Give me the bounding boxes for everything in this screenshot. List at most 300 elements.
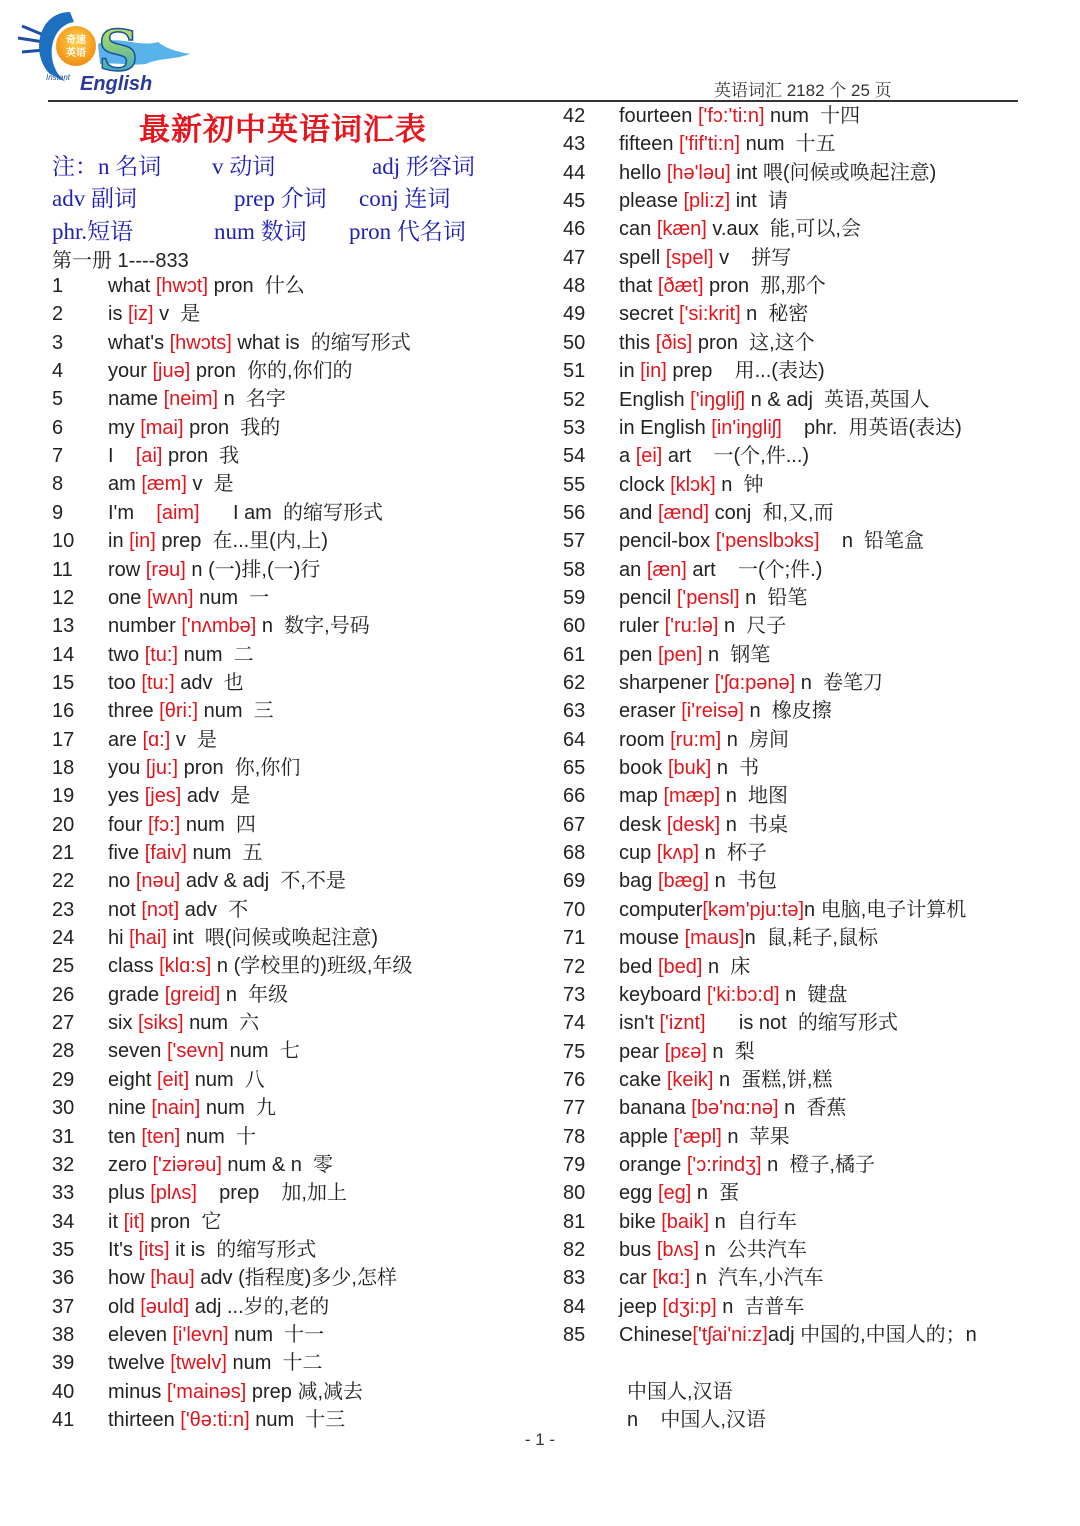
vocab-entry	[563, 386, 1043, 414]
volume-range-label: 第一册 1----833	[52, 250, 189, 272]
vocab-entry	[52, 556, 532, 584]
entry-number: 81	[563, 1210, 586, 1233]
entry-phonetic: [hə'ləu]	[666, 161, 731, 184]
entry-number: 17	[52, 728, 75, 751]
entry-word: isn't	[619, 1012, 660, 1035]
entry-definition: n 地图	[720, 785, 788, 808]
entry-phonetic: [hau]	[150, 1267, 195, 1290]
entry-phonetic: [ðis]	[655, 331, 693, 354]
entry-number: 23	[52, 898, 75, 921]
entry-definition: v 是	[153, 303, 201, 326]
vocab-entry	[52, 300, 532, 328]
word-list-left-column	[52, 272, 532, 1432]
entry-phonetic: [juə]	[152, 360, 191, 383]
vocab-entry	[52, 1293, 532, 1321]
entry-definition: n 杯子	[699, 842, 767, 865]
entry-number: 24	[52, 927, 75, 950]
vocab-entry	[563, 1066, 1043, 1094]
vocab-entry	[52, 669, 532, 697]
entry-phonetic: [bə'nɑ:nə]	[691, 1097, 779, 1120]
vocab-entry	[563, 527, 1043, 555]
entry-definition: prep 用...(表达)	[666, 360, 825, 383]
vocab-entry	[52, 612, 532, 640]
entry-number: 52	[563, 388, 586, 411]
vocab-entry	[52, 896, 532, 924]
entry-definition: n 名字	[218, 388, 286, 411]
entry-definition: I am 的缩写形式	[199, 501, 383, 524]
entry-phonetic: [eg]	[657, 1182, 692, 1205]
entry-number: 43	[563, 133, 586, 156]
entry-definition: art 一(个,件...)	[662, 445, 810, 468]
entry-definition: pron 什么	[208, 275, 305, 297]
vocab-entry	[563, 1123, 1043, 1151]
entry-word: twelve	[108, 1352, 171, 1375]
entry-word: bike	[619, 1210, 662, 1233]
vocab-entry	[563, 471, 1043, 499]
vocab-entry	[52, 1151, 532, 1179]
entry-definition: n (一)排,(一)行	[185, 558, 321, 581]
entry-definition: num 四	[180, 813, 256, 836]
entry-word: pen	[619, 643, 658, 666]
entry-phonetic: [ei]	[635, 445, 663, 468]
entry-definition: adv (指程度)多少,怎样	[194, 1267, 397, 1290]
entry-word: thirteen	[108, 1409, 181, 1431]
entry-number: 22	[52, 870, 75, 893]
entry-phonetic: [bæg]	[657, 870, 710, 893]
entry-phonetic: [kəm'pju:tə]	[702, 898, 805, 921]
entry-definition: n 书	[711, 757, 760, 780]
entry-phonetic: [pεə]	[664, 1040, 707, 1063]
entry-number: 18	[52, 756, 75, 779]
entry-definition: num 十一	[228, 1323, 325, 1346]
entry-definition: n & adj 英语,英国人	[745, 388, 930, 411]
entry-definition: num 九	[200, 1097, 276, 1120]
entry-word: not	[108, 898, 142, 921]
entry-word: name	[108, 388, 164, 411]
entry-number: 32	[52, 1153, 75, 1176]
entry-definition: is not 的缩写形式	[705, 1012, 898, 1035]
entry-phonetic: ['tʃai'ni:z]	[692, 1324, 768, 1347]
entry-word: plus	[108, 1182, 151, 1205]
entry-definition: n 蛋糕,饼,糕	[713, 1068, 833, 1091]
entry-word: yes	[108, 785, 145, 808]
vocab-entry	[563, 811, 1043, 839]
entry-number: 10	[52, 530, 75, 553]
entry-number: 21	[52, 842, 75, 864]
entry-number: 64	[563, 728, 586, 751]
entry-number: 71	[563, 927, 586, 950]
entry-number: 62	[563, 672, 586, 694]
entry-definition: int 请	[730, 190, 788, 213]
entry-number: 63	[563, 700, 586, 723]
vocab-entry	[52, 357, 532, 385]
svg-text:Instant: Instant	[46, 73, 71, 82]
vocab-entry	[563, 924, 1043, 952]
entry-word: pear	[619, 1040, 665, 1063]
entry-phonetic: [tu:]	[141, 671, 175, 694]
entry-number: 60	[563, 615, 586, 638]
vocabulary-summary: 英语词汇 2182 个 25 页	[714, 81, 892, 100]
vocab-entry	[563, 244, 1043, 272]
entry-number: 30	[52, 1097, 75, 1120]
legend-item: v 动词	[212, 154, 276, 179]
vocab-entry	[52, 1349, 532, 1377]
entry-phonetic: [wʌn]	[146, 586, 194, 609]
entry-definition: adv 不	[179, 898, 249, 921]
entry-definition: n 苹果	[721, 1125, 790, 1148]
legend-item: pron 代名词	[349, 219, 466, 244]
entry-number: 79	[563, 1153, 586, 1176]
entry-word: my	[108, 416, 141, 439]
entry-word: hi	[108, 927, 130, 950]
entry-definition: n 钢笔	[702, 643, 771, 666]
entry-phonetic: [fɔ:]	[148, 813, 181, 836]
entry-phonetic: [kɑ:]	[652, 1267, 691, 1290]
entry-number: 48	[563, 275, 586, 298]
entry-word: pencil-box	[619, 530, 716, 553]
entry-word: ten	[108, 1125, 142, 1148]
entry-word: nine	[108, 1097, 152, 1120]
entry-phonetic: ['pensl]	[676, 586, 740, 609]
svg-text:英语: 英语	[66, 48, 86, 59]
entry-definition: num 三	[198, 700, 274, 723]
entry-phonetic: [pen]	[657, 643, 703, 666]
entry-definition: pron 我	[162, 445, 240, 468]
entry-phonetic: [ju:]	[145, 756, 179, 779]
entry-number: 82	[563, 1239, 586, 1261]
entry-definition: v 是	[186, 473, 234, 496]
entry-continuation: 中国人,汉语	[627, 1380, 733, 1403]
entry-number: 35	[52, 1238, 75, 1261]
entry-word: egg	[619, 1182, 658, 1205]
entry-number: 66	[563, 785, 586, 808]
entry-number: 7	[52, 445, 64, 468]
entry-definition: n 房间	[721, 728, 790, 751]
entry-phonetic: ['nʌmbə]	[181, 615, 257, 638]
svg-text:奇速: 奇速	[66, 35, 86, 46]
entry-word: and	[619, 501, 658, 524]
entry-word: hello	[619, 161, 667, 184]
entry-word: two	[108, 643, 145, 666]
vocab-entry	[52, 584, 532, 612]
entry-definition: n 年级	[220, 983, 289, 1006]
entry-phonetic: [ɑ:]	[142, 728, 171, 751]
entry-word: banana	[619, 1097, 692, 1120]
entry-word: in English	[619, 416, 712, 439]
entry-definition: n 公共汽车	[699, 1239, 807, 1261]
entry-word: in	[619, 360, 641, 383]
vocab-entry	[563, 726, 1043, 754]
vocab-entry	[52, 1066, 532, 1094]
entry-number: 59	[563, 586, 586, 609]
vocab-entry	[563, 1293, 1043, 1321]
entry-phonetic: [nain]	[151, 1097, 201, 1120]
entry-phonetic: [i'reisə]	[681, 700, 744, 723]
entry-number: 70	[563, 898, 586, 921]
entry-continuation: n 中国人,汉语	[627, 1409, 766, 1432]
entry-number: 50	[563, 331, 586, 354]
entry-phonetic: [iz]	[128, 303, 154, 326]
entry-number: 27	[52, 1012, 75, 1035]
entry-definition: adj 中国的,中国人的；n	[767, 1324, 977, 1347]
entry-word: spell	[619, 246, 666, 269]
entry-word: pencil	[619, 586, 677, 609]
entry-definition: n 橙子,橘子	[761, 1153, 875, 1176]
entry-word: eleven	[108, 1323, 173, 1346]
vocab-entry	[563, 782, 1043, 810]
vocab-entry	[52, 1321, 532, 1349]
entry-word: cup	[619, 842, 657, 865]
legend-item: phr.短语	[52, 219, 134, 244]
entry-word: number	[108, 615, 182, 638]
entry-word: am	[108, 473, 142, 496]
entry-word: computer	[619, 898, 703, 921]
entry-word: grade	[108, 983, 165, 1006]
entry-word: English	[619, 388, 691, 411]
entry-phonetic: [desk]	[666, 813, 721, 836]
entry-phonetic: [twelv]	[170, 1352, 227, 1375]
entry-number: 39	[52, 1352, 75, 1375]
logo-graphic-icon	[8, 4, 193, 96]
vocab-entry	[563, 1264, 1043, 1292]
entry-number: 5	[52, 388, 64, 411]
entry-word: a	[619, 445, 636, 468]
entry-definition: num 十三	[249, 1409, 346, 1431]
entry-word: how	[108, 1267, 151, 1290]
vocab-entry	[52, 641, 532, 669]
entry-phonetic: ['ziərəu]	[152, 1153, 222, 1176]
entry-phonetic: [ðæt]	[657, 275, 704, 298]
vocab-entry	[52, 1009, 532, 1037]
entry-phonetic: [klɔk]	[670, 473, 716, 496]
entry-word: I'm	[108, 501, 157, 524]
entry-definition: adv 也	[174, 671, 244, 694]
entry-number: 85	[563, 1324, 586, 1347]
entry-definition: num 八	[189, 1068, 265, 1091]
vocab-entry	[563, 556, 1043, 584]
entry-number: 54	[563, 445, 586, 468]
entry-definition: v 是	[170, 728, 217, 751]
entry-phonetic: [mai]	[140, 416, 184, 439]
entry-definition: num & n 零	[221, 1153, 334, 1176]
entry-number: 77	[563, 1097, 586, 1120]
entry-word: bus	[619, 1239, 657, 1261]
entry-number: 73	[563, 983, 586, 1006]
vocab-entry	[563, 102, 1043, 130]
entry-phonetic: ['iznt]	[659, 1012, 706, 1035]
entry-number: 83	[563, 1267, 586, 1290]
entry-word: class	[108, 955, 160, 978]
entry-definition: adj ...岁的,老的	[189, 1295, 330, 1318]
entry-phonetic: ['ɔ:rindʒ]	[686, 1153, 762, 1176]
entry-word: fourteen	[619, 105, 698, 127]
vocab-entry	[52, 1378, 532, 1406]
entry-number: 19	[52, 785, 75, 808]
entry-phonetic: [in]	[640, 360, 667, 383]
entry-definition: n 自行车	[709, 1210, 797, 1233]
entry-definition: n 书包	[709, 870, 777, 893]
entry-number: 84	[563, 1295, 586, 1318]
vocab-entry	[563, 867, 1043, 895]
vocab-entry	[563, 1321, 1043, 1349]
entry-number: 49	[563, 303, 586, 326]
entry-phonetic: ['æpl]	[673, 1125, 722, 1148]
entry-word: too	[108, 671, 142, 694]
entry-word: ruler	[619, 615, 665, 638]
vocab-entry	[563, 357, 1043, 385]
vocab-entry	[52, 527, 532, 555]
entry-word: secret	[619, 303, 680, 326]
entry-word: zero	[108, 1153, 153, 1176]
entry-number: 36	[52, 1267, 75, 1290]
vocab-entry	[52, 1037, 532, 1065]
entry-definition: n 电脑,电子计算机	[804, 898, 967, 921]
entry-word: eight	[108, 1068, 157, 1091]
svg-text:S: S	[98, 18, 139, 84]
legend-item: adj 形容词	[372, 154, 475, 179]
entry-phonetic: [θri:]	[159, 700, 199, 723]
vocab-entry	[563, 187, 1043, 215]
entry-number: 26	[52, 983, 75, 1006]
entry-number: 51	[563, 360, 586, 383]
entry-phonetic: [aim]	[156, 501, 200, 524]
entry-number: 3	[52, 331, 64, 354]
entry-word: five	[108, 842, 145, 864]
entry-phonetic: [tu:]	[144, 643, 179, 666]
entry-number: 67	[563, 813, 586, 836]
vocab-entry	[563, 414, 1043, 442]
entry-word: old	[108, 1295, 141, 1318]
entry-word: minus	[108, 1380, 167, 1403]
svg-text:English: English	[80, 73, 153, 95]
entry-phonetic: [in'iŋgliʃ]	[711, 416, 782, 439]
entry-number: 45	[563, 190, 586, 213]
vocab-entry	[52, 1179, 532, 1207]
entry-number: 6	[52, 416, 64, 439]
entry-definition: n 蛋	[691, 1182, 740, 1205]
entry-phonetic: [æm]	[141, 473, 187, 496]
vocab-entry	[563, 159, 1043, 187]
vocab-entry	[563, 896, 1043, 924]
entry-number: 2	[52, 303, 64, 326]
entry-definition: n 数字,号码	[256, 615, 370, 638]
entry-word: what's	[108, 331, 170, 354]
entry-number: 58	[563, 558, 586, 581]
entry-number: 72	[563, 955, 586, 978]
entry-definition: n 铅笔盒	[819, 530, 925, 553]
entry-definition: v 拼写	[713, 246, 792, 269]
entry-number: 55	[563, 473, 586, 496]
vocab-entry	[52, 442, 532, 470]
entry-phonetic: [in]	[129, 530, 156, 553]
vocab-entry	[52, 1236, 532, 1264]
vocab-entry	[52, 414, 532, 442]
vocab-entry	[52, 499, 532, 527]
entry-definition: n (学校里的)班级,年级	[211, 955, 413, 978]
entry-phonetic: [faiv]	[144, 842, 187, 864]
entry-definition: art 一(个;件.)	[686, 558, 823, 581]
entry-word: map	[619, 785, 664, 808]
entry-number: 20	[52, 813, 75, 836]
vocab-entry	[563, 329, 1043, 357]
vocab-entry	[563, 215, 1043, 243]
entry-definition: n 卷笔刀	[795, 672, 883, 694]
entry-phonetic: [əuld]	[140, 1295, 190, 1318]
entry-phonetic: [nəu]	[135, 870, 181, 893]
entry-definition: pron 你的,你们的	[190, 360, 353, 383]
entry-phonetic: [i'levn]	[172, 1323, 229, 1346]
entry-definition: conj 和,又,而	[709, 501, 834, 524]
entry-phonetic: [its]	[138, 1238, 170, 1261]
entry-phonetic: [ai]	[135, 445, 163, 468]
entry-word: keyboard	[619, 983, 707, 1006]
entry-phonetic: [spel]	[665, 246, 714, 269]
vocab-entry	[52, 272, 532, 300]
vocab-entry	[563, 839, 1043, 867]
entry-phonetic: ['si:krit]	[679, 303, 741, 326]
vocab-entry	[52, 470, 532, 498]
entry-phonetic: [rəu]	[145, 558, 186, 581]
vocab-entry	[563, 1208, 1043, 1236]
entry-number: 44	[563, 161, 586, 184]
entry-word: desk	[619, 813, 667, 836]
instant-english-logo	[8, 4, 193, 96]
vocab-entry	[563, 272, 1043, 300]
entry-number: 41	[52, 1409, 75, 1431]
vocab-entry	[563, 1009, 1043, 1037]
entry-definition: num 六	[183, 1012, 260, 1035]
entry-definition: n 橡皮擦	[743, 700, 832, 723]
entry-word: jeep	[619, 1295, 663, 1318]
vocab-entry	[563, 1179, 1043, 1207]
entry-number: 38	[52, 1323, 75, 1346]
vocab-entry	[52, 329, 532, 357]
entry-definition: pron 我的	[183, 416, 281, 439]
entry-word: room	[619, 728, 671, 751]
entry-word: one	[108, 586, 147, 609]
entry-phonetic: ['fɔ:'ti:n]	[697, 105, 765, 127]
entry-number: 4	[52, 360, 64, 383]
vocab-entry	[52, 782, 532, 810]
vocab-entry	[52, 1208, 532, 1236]
entry-word: no	[108, 870, 136, 893]
entry-word: seven	[108, 1040, 167, 1063]
entry-phonetic: [hwɔts]	[169, 331, 232, 354]
entry-number: 46	[563, 218, 586, 241]
entry-definition: n 床	[702, 955, 751, 978]
entry-word: I	[108, 445, 136, 468]
entry-word: in	[108, 530, 130, 553]
vocab-entry	[52, 1123, 532, 1151]
entry-word: three	[108, 700, 160, 723]
entry-phonetic: [greid]	[164, 983, 221, 1006]
entry-number: 33	[52, 1182, 75, 1205]
entry-phonetic: [bed]	[657, 955, 703, 978]
entry-word: this	[619, 331, 656, 354]
vocab-entry	[52, 1094, 532, 1122]
entry-number: 68	[563, 842, 586, 865]
entry-phonetic: [plʌs]	[150, 1182, 197, 1205]
entry-word: It's	[108, 1238, 139, 1261]
entry-definition: n 书桌	[720, 813, 788, 836]
entry-phonetic: ['fif'ti:n]	[679, 133, 741, 156]
entry-word: row	[108, 558, 146, 581]
vocab-entry	[563, 1094, 1043, 1122]
entry-definition: int 喂(问候或唤起注意)	[166, 927, 379, 950]
entry-word: it	[108, 1210, 124, 1233]
entry-word: Chinese	[619, 1324, 693, 1347]
entry-phonetic: [pli:z]	[683, 190, 731, 213]
